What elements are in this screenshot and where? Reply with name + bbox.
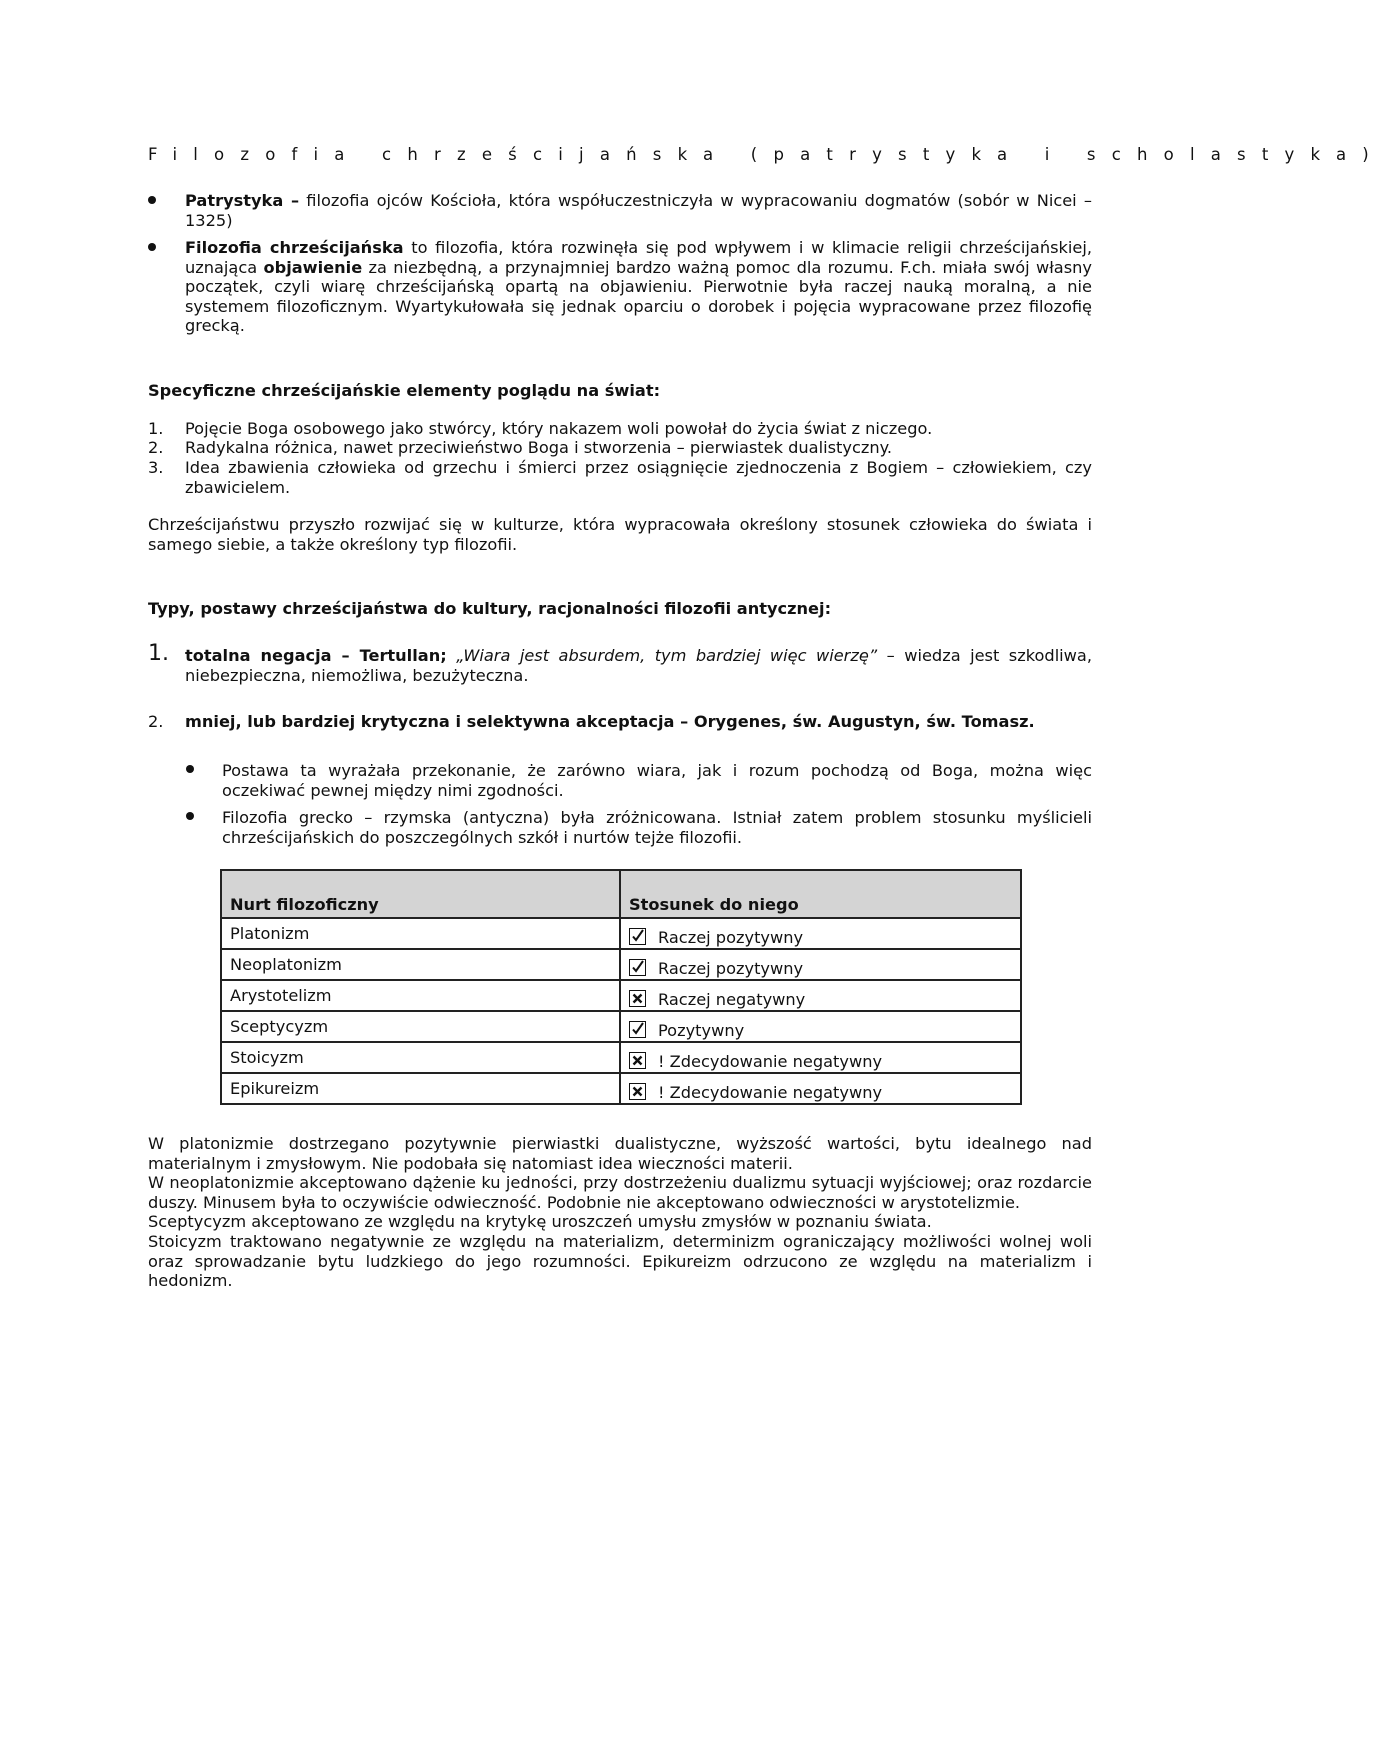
- list-number: 2.: [148, 438, 164, 457]
- type-negation-label: totalna negacja – Tertullan;: [185, 646, 447, 665]
- closing-line: Sceptycyzm akceptowano ze względu na krytykę uroszczeń umysłu zmysłów w poznaniu świata.: [148, 1212, 932, 1232]
- nurt-cell: Stoicyzm: [221, 1042, 620, 1073]
- stosunek-cell: [620, 980, 1021, 1011]
- table-row: [221, 949, 1021, 980]
- stosunek-cell: [620, 1011, 1021, 1042]
- list-item: Pojęcie Boga osobowego jako stwórcy, który nakazem woli powołał do życia świat z niczego.: [185, 419, 933, 438]
- list-number: 3.: [148, 458, 164, 477]
- type-acceptance: mniej, lub bardziej krytyczna i selektywna akceptacja – Orygenes, św. Augustyn, św. Tomasz.: [185, 712, 1035, 731]
- stosunek-text: Raczej pozytywny: [658, 959, 804, 979]
- stosunek-text: Raczej pozytywny: [658, 928, 804, 948]
- stosunek-text: Pozytywny: [658, 1021, 745, 1041]
- nurt-cell: Arystotelizm: [221, 980, 620, 1011]
- closing-line: Stoicyzm traktowano negatywnie ze względu na materializm, determinizm ograniczający możliwości wolnej woli oraz sprowadzanie bytu ludzkiego do jego rozumności. Epikureizm odrzucono ze względu na materializm i hedonizm.: [148, 1231, 1092, 1291]
- term-filozofia-chrzescijanska: Filozofia chrześcijańska: [185, 238, 404, 257]
- stosunek-cell: [620, 1042, 1021, 1073]
- nurt-cell: Epikureizm: [221, 1073, 620, 1104]
- nurt-cell: Sceptycyzm: [221, 1011, 620, 1042]
- checkbox-cross-icon: [629, 990, 646, 1007]
- list-item: Radykalna różnica, nawet przeciwieństwo Boga i stworzenia – pierwiastek dualistyczny.: [185, 438, 893, 457]
- bullet-icon: [186, 812, 194, 820]
- sub-bullet: Postawa ta wyrażała przekonanie, że zarówno wiara, jak i rozum pochodzą od Boga, można więc oczekiwać pewnej między nimi zgodności.: [222, 761, 1092, 800]
- checkbox-checked-icon: [629, 928, 646, 945]
- stosunek-cell: [620, 1073, 1021, 1104]
- type-negation-text: – wiedza jest szkodliwa, niebezpieczna, niemożliwa, bezużyteczna.: [185, 646, 1092, 685]
- section-heading-elements: Specyficzne chrześcijańskie elementy poglądu na świat:: [148, 381, 661, 400]
- table-row: [221, 918, 1021, 949]
- philosophy-table: [220, 869, 1022, 1105]
- paragraph-culture: Chrześcijaństwu przyszło rozwijać się w kulturze, która wypracowała określony stosunek człowieka do świata i samego siebie, a także określony typ filozofii.: [148, 515, 1092, 554]
- list-number: 1.: [148, 419, 164, 438]
- type-negation: [185, 646, 1092, 685]
- bullet-text: za niezbędną, a przynajmniej bardzo ważną pomoc dla rozumu. F.ch. miała swój własny początek, czyli wiarę chrześcijańską opartą na objawieniu. Pierwotnie była raczej nauką moralną, a nie systemem filozoficznym. Wyartykułowała się jednak oparciu o dorobek i pojęcia wypracowane przez filozofię grecką.: [185, 257, 1092, 336]
- stosunek-text: Raczej negatywny: [658, 990, 806, 1010]
- table-header-row: [221, 870, 1021, 918]
- table-row: [221, 980, 1021, 1011]
- column-header: Stosunek do niego: [620, 870, 1021, 918]
- bullet-icon: [148, 196, 156, 204]
- closing-line: W platonizmie dostrzegano pozytywnie pierwiastki dualistyczne, wyższość wartości, bytu idealnego nad materialnym i zmysłowym. Nie podobała się natomiast idea wieczności materii.: [148, 1134, 1092, 1173]
- closing-paragraph: [148, 1134, 1092, 1291]
- checkbox-checked-icon: [629, 959, 646, 976]
- sub-bullet: Filozofia grecko – rzymska (antyczna) była zróżnicowana. Istniał zatem problem stosunku myślicieli chrześcijańskich do poszczególnych szkół i nurtów tejże filozofii.: [222, 808, 1092, 847]
- closing-line: W neoplatonizmie akceptowano dążenie ku jedności, przy dostrzeżeniu dualizmu sytuacji wyjściowej; oraz rozdarcie duszy. Minusem była to oczywiście odwieczność. Podobnie nie akceptowano odwieczności w arystotelizmie.: [148, 1173, 1092, 1212]
- column-header: Nurt filozoficzny: [221, 870, 620, 918]
- table-row: [221, 1073, 1021, 1104]
- stosunek-text: ! Zdecydowanie negatywny: [658, 1083, 883, 1103]
- list-number: 1.: [148, 641, 169, 666]
- term-patrystyka: Patrystyka –: [185, 191, 300, 210]
- term-objawienie: objawienie: [263, 257, 363, 277]
- tertullian-quote: „Wiara jest absurdem, tym bardziej więc wierzę”: [446, 646, 878, 665]
- stosunek-cell: [620, 949, 1021, 980]
- stosunek-text: ! Zdecydowanie negatywny: [658, 1052, 883, 1072]
- stosunek-cell: [620, 918, 1021, 949]
- bullet-icon: [148, 243, 156, 251]
- checkbox-cross-icon: [629, 1052, 646, 1069]
- document-title: Filozofia chrześcijańska (patrystyka i scholastyka): [148, 145, 1385, 164]
- bullet-text: filozofia ojców Kościoła, która współuczestniczyła w wypracowaniu dogmatów (sobór w Nicei – 1325): [185, 191, 1092, 230]
- table-row: [221, 1042, 1021, 1073]
- checkbox-cross-icon: [629, 1083, 646, 1100]
- list-item: Idea zbawienia człowieka od grzechu i śmierci przez osiągnięcie zjednoczenia z Bogiem – człowiekiem, czy zbawicielem.: [185, 458, 1092, 497]
- bullet-filozofia-chrzescijanska: [185, 238, 1092, 336]
- table-row: [221, 1011, 1021, 1042]
- list-number: 2.: [148, 712, 164, 731]
- checkbox-checked-icon: [629, 1021, 646, 1038]
- bullet-text: to filozofia, która rozwinęła się pod wpływem i w klimacie religii chrześcijańskiej, uznająca: [185, 238, 1093, 277]
- bullet-icon: [186, 765, 194, 773]
- nurt-cell: Neoplatonizm: [221, 949, 620, 980]
- bullet-patrystyka: [185, 191, 1092, 230]
- nurt-cell: Platonizm: [221, 918, 620, 949]
- section-heading-types: Typy, postawy chrześcijaństwa do kultury, racjonalności filozofii antycznej:: [148, 599, 832, 618]
